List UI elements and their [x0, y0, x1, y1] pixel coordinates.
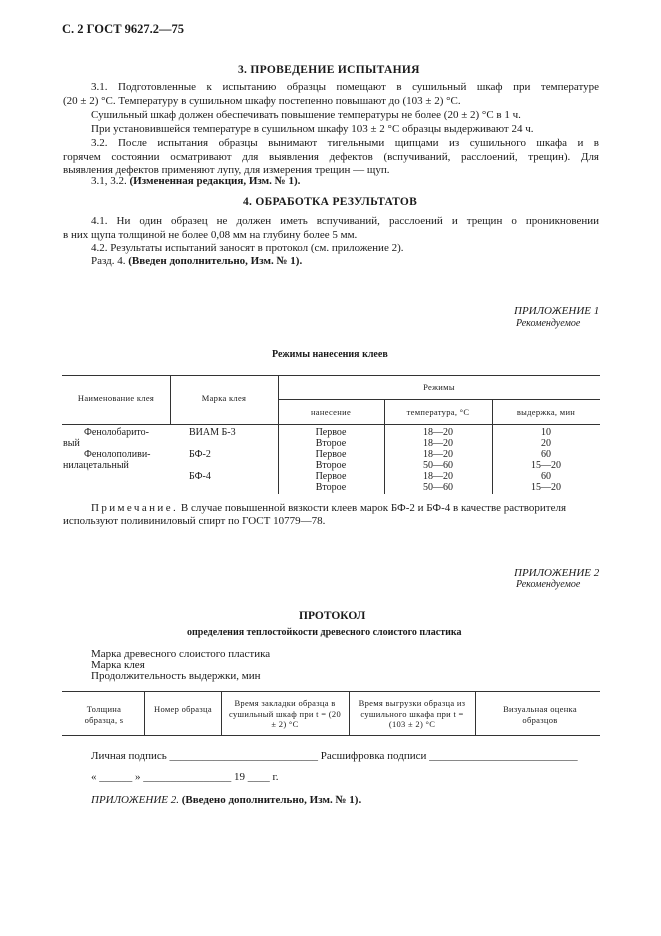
- appendix-2-amendment-bold: (Введено дополнительно, Изм. № 1).: [181, 794, 362, 806]
- section-4-amendment-bold: (Введен дополнительно, Изм. № 1).: [128, 255, 303, 267]
- glue-row-6-temperature: 50—60: [423, 482, 453, 493]
- protocol-subtitle: определения теплостойкости древесного слоистого пластика: [187, 627, 462, 638]
- glue-col-name: Наименование клея: [77, 393, 155, 403]
- glue-row-2-application: Второе: [315, 438, 347, 449]
- section-3-amendment: [91, 174, 300, 188]
- glue-table-title: Режимы нанесения клеев: [272, 349, 388, 360]
- appendix-2-label: ПРИЛОЖЕНИЕ 2: [514, 567, 600, 579]
- section-3-amendment-bold: (Измененная редакция, Изм. № 1).: [129, 175, 301, 187]
- glue-row-3-exposure: 60: [541, 449, 551, 460]
- section-3-p4-line3: выявления дефектов применяют лупу, для измерения трещин — щуп.: [63, 164, 390, 176]
- appendix-2-sub: Рекомендуемое: [516, 579, 581, 590]
- glue-row-6-exposure: 15—20: [531, 482, 561, 493]
- appendix-1-label: ПРИЛОЖЕНИЕ 1: [514, 305, 600, 317]
- glue-row-4-name: нилацетальный: [63, 460, 129, 471]
- glue-col-modes: Режимы: [423, 382, 455, 392]
- glue-table-mid-rule: [278, 399, 600, 400]
- glue-table-note-text: В случае повышенной вязкости клеев марок БФ-2 и БФ-4 в качестве растворителя: [180, 502, 567, 514]
- section-4-p2: 4.2. Результаты испытаний заносят в протокол (см. приложение 2).: [91, 242, 404, 254]
- glue-row-5-application: Первое: [315, 471, 347, 482]
- section-3-p4-line1: 3.2. После испытания образцы вынимают тигельными щипцами из сушильного шкафа и в: [91, 137, 599, 149]
- appendix-2-amendment: [91, 793, 361, 807]
- section-3-title: 3. ПРОВЕДЕНИЕ ИСПЫТАНИЯ: [238, 64, 420, 76]
- glue-table-header-bottom-rule: [62, 424, 600, 425]
- glue-row-2-name: вый: [63, 438, 80, 449]
- glue-table-note-line1: [91, 501, 599, 515]
- glue-row-5-brand: БФ-4: [189, 471, 211, 482]
- glue-row-3-application: Первое: [315, 449, 347, 460]
- protocol-col-visual-evaluation: Визуальная оценка образцов: [503, 704, 577, 725]
- section-4-p1-line1: 4.1. Ни один образец не должен иметь вспучиваний, расслоений и трещин о проникновении: [91, 215, 599, 227]
- appendix-1-sub: Рекомендуемое: [516, 318, 581, 329]
- protocol-col-unload-time: Время выгрузки образца из сушильного шкафа при t = (103 ± 2) °С: [358, 698, 466, 729]
- glue-row-4-application: Второе: [315, 460, 347, 471]
- glue-col-temperature: температура, °С: [406, 407, 470, 417]
- glue-col-brand: Марка клея: [201, 393, 247, 403]
- protocol-table-vrule-3: [349, 691, 350, 735]
- glue-row-1-temperature: 18—20: [423, 427, 453, 438]
- glue-row-4-exposure: 15—20: [531, 460, 561, 471]
- section-3-p4-line2: горячем состоянии осматривают для выявления дефектов (вспучиваний, расслоений, трещин). Для: [63, 151, 599, 163]
- glue-row-1-brand: ВИАМ Б-3: [189, 427, 236, 438]
- glue-row-2-temperature: 18—20: [423, 438, 453, 449]
- protocol-col-number: Номер образца: [154, 704, 212, 714]
- protocol-field-glue-brand: Марка клея: [91, 659, 145, 671]
- glue-row-1-application: Первое: [315, 427, 347, 438]
- glue-row-1-name: Фенолобарито-: [84, 427, 149, 438]
- glue-row-1-exposure: 10: [541, 427, 551, 438]
- protocol-table-vrule-2: [221, 691, 222, 735]
- section-3-amendment-prefix: 3.1, 3.2.: [91, 175, 127, 187]
- section-3-p1-line1: 3.1. Подготовленные к испытанию образцы помещают в сушильный шкаф при температуре: [91, 81, 599, 93]
- glue-table-note-label: Примечание.: [91, 502, 179, 514]
- date-line: « ______ » ________________ 19 ____ г.: [91, 771, 279, 783]
- section-4-amendment-prefix: Разд. 4.: [91, 255, 126, 267]
- protocol-table-bottom-rule: [62, 735, 600, 736]
- appendix-2-amendment-label: ПРИЛОЖЕНИЕ 2.: [91, 794, 179, 806]
- signature-line: Личная подпись ___________________________ Расшифровка подписи ___________________________: [91, 750, 578, 762]
- protocol-field-plastic-brand: Марка древесного слоистого пластика: [91, 648, 271, 660]
- section-3-p2: Сушильный шкаф должен обеспечивать повышение температуры не более (20 ± 2) °С в 1 ч.: [91, 109, 521, 121]
- glue-row-3-brand: БФ-2: [189, 449, 211, 460]
- section-3-p3: При установившейся температуре в сушильном шкафу 103 ± 2 °С образцы выдерживают 24 ч.: [91, 123, 534, 135]
- page-header: С. 2 ГОСТ 9627.2—75: [62, 22, 185, 36]
- glue-table-top-rule: [62, 375, 600, 376]
- glue-row-3-temperature: 18—20: [423, 449, 453, 460]
- glue-col-exposure: выдержка, мин: [516, 407, 576, 417]
- protocol-table-vrule-4: [475, 691, 476, 735]
- glue-col-application: нанесение: [310, 407, 352, 417]
- glue-row-5-temperature: 18—20: [423, 471, 453, 482]
- section-4-amendment: [91, 254, 302, 268]
- section-4-p1-line2: в них щупа толщиной не более 0,08 мм на глубину более 5 мм.: [63, 229, 358, 241]
- glue-table-note-line2: используют поливиниловый спирт по ГОСТ 10779—78.: [63, 515, 326, 527]
- glue-row-6-application: Второе: [315, 482, 347, 493]
- protocol-col-load-time: Время закладки образца в сушильный шкаф при t = (20 ± 2) °С: [228, 698, 342, 729]
- protocol-table-vrule-1: [144, 691, 145, 735]
- section-3-p1-line2: (20 ± 2) °С. Температуру в сушильном шкафу постепенно повышают до (103 ± 2) °С.: [63, 95, 461, 107]
- protocol-col-thickness: Толщина образца, s: [84, 704, 124, 725]
- glue-row-4-temperature: 50—60: [423, 460, 453, 471]
- protocol-title: ПРОТОКОЛ: [299, 610, 366, 622]
- protocol-table-top-rule: [62, 691, 600, 692]
- section-4-title: 4. ОБРАБОТКА РЕЗУЛЬТАТОВ: [243, 196, 418, 208]
- glue-row-5-exposure: 60: [541, 471, 551, 482]
- protocol-field-duration: Продолжительность выдержки, мин: [91, 670, 261, 682]
- glue-row-2-exposure: 20: [541, 438, 551, 449]
- glue-row-3-name: Фенолополиви-: [84, 449, 151, 460]
